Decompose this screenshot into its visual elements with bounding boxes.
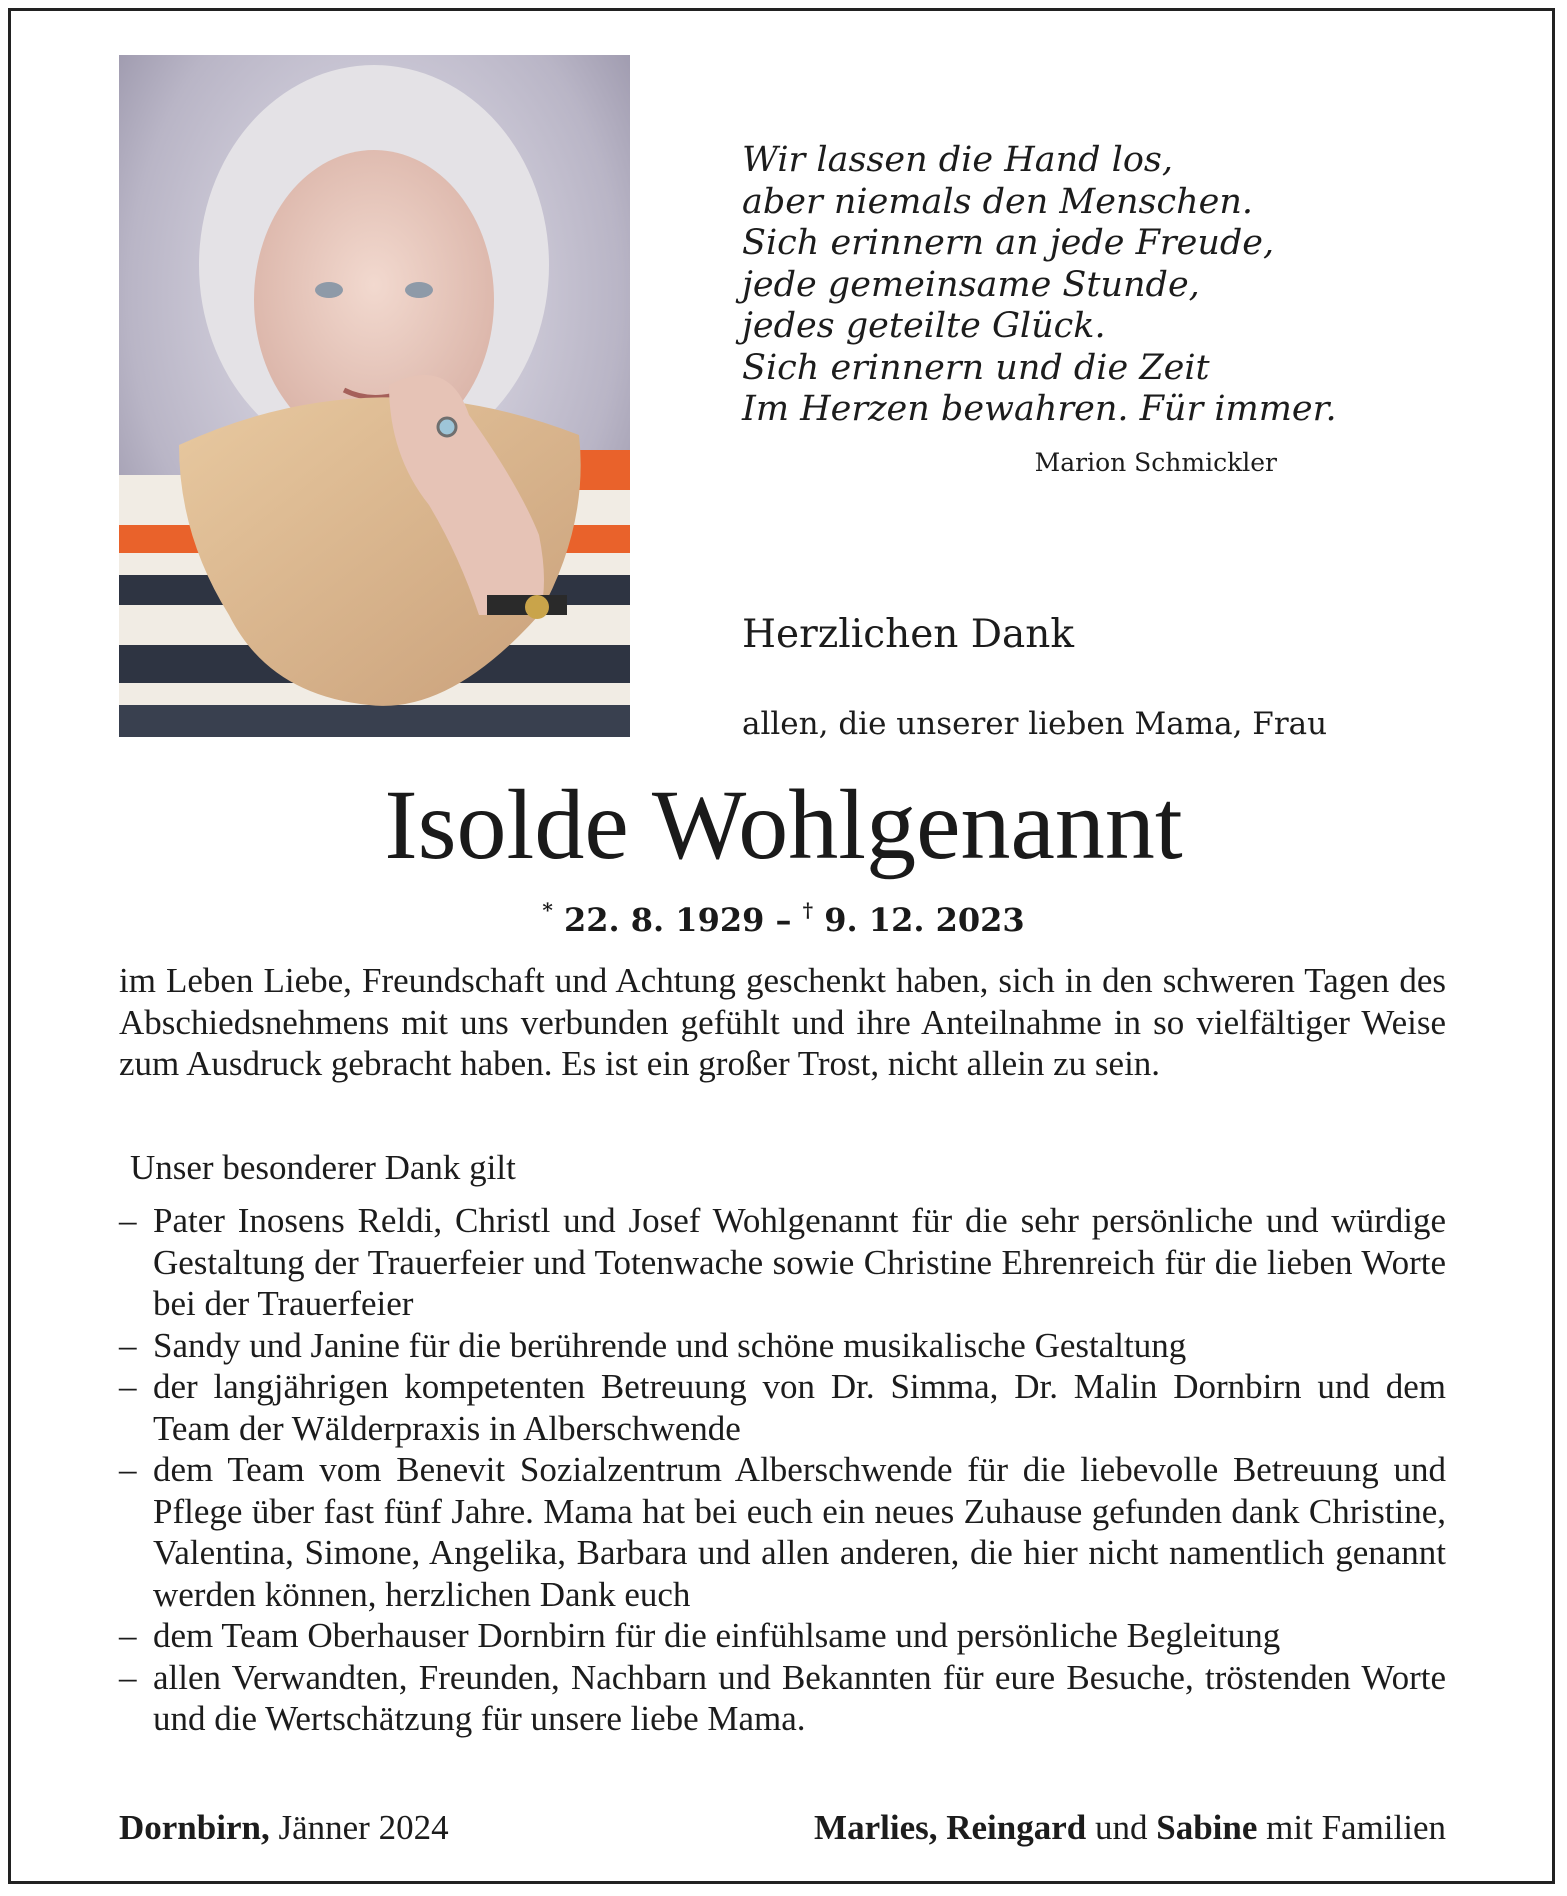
footer: [119, 1808, 1446, 1856]
list-item: [119, 1449, 1446, 1615]
death-symbol: †: [802, 898, 814, 922]
portrait-illustration: [119, 55, 630, 737]
list-item-text: dem Team vom Benevit Sozialzentrum Alberschwende für die liebevolle Betreuung und Pflege über fast fünf Jahre. Mama hat bei euch ein neues Zuhause gefunden dank Christine, Valentina, Simone, Angelika, Barbara und allen anderen, die hier nicht namentlich genannt werden können, herzlichen Dank euch: [153, 1450, 1446, 1614]
death-date: 9. 12. 2023: [824, 901, 1025, 939]
portrait-photo: [119, 55, 630, 737]
poem-line: Im Herzen bewahren. Für immer.: [742, 389, 1337, 429]
footer-signatories: [814, 1808, 1446, 1848]
poem-line: jedes geteilte Glück.: [742, 306, 1106, 346]
list-item-text: der langjährigen kompetenten Betreuung von Dr. Simma, Dr. Malin Dornbirn und dem Team der Wälderpraxis in Alberschwende: [153, 1367, 1446, 1448]
list-item: [119, 1657, 1446, 1740]
list-item: [119, 1615, 1446, 1657]
birth-symbol: *: [542, 898, 553, 922]
thanks-heading: Herzlichen Dank: [742, 612, 1075, 657]
signatory-suffix: mit Familien: [1266, 1808, 1446, 1847]
poem: [742, 140, 1342, 431]
signatory-and: und: [1094, 1808, 1148, 1847]
intro-text: allen, die unserer lieben Mama, Frau: [742, 706, 1328, 742]
footer-place-date: [119, 1808, 449, 1848]
body-paragraph: im Leben Liebe, Freundschaft und Achtung geschenkt haben, sich in den schweren Tagen des Abschiedsnehmens mit uns verbunden gefühlt und ihre Anteilnahme in so vielfältiger Weise zum Ausdruck gebracht haben. Es ist ein großer Trost, nicht allein zu sein.: [119, 961, 1446, 1083]
list-dash: –: [119, 1616, 137, 1655]
footer-date: Jänner 2024: [278, 1808, 449, 1847]
list-item-text: Sandy und Janine für die berührende und schöne musikalische Gestaltung: [153, 1325, 1187, 1365]
list-item: [119, 1366, 1446, 1449]
signatory-name: Reingard: [946, 1808, 1087, 1847]
life-dates: [0, 898, 1567, 939]
list-item: [119, 1200, 1446, 1325]
list-dash: –: [119, 1201, 137, 1240]
deceased-name: Isolde Wohlgenannt: [384, 769, 1183, 880]
list-item-text: allen Verwandten, Freunden, Nachbarn und Bekannten für eure Besuche, tröstenden Worte und die Wertschätzung für unsere liebe Mama.: [153, 1657, 1446, 1738]
list-item-text: Pater Inosens Reldi, Christl und Josef Wohlgenannt für die sehr persönliche und würdige Gestaltung der Trauerfeier und Totenwache sowie Christine Ehrenreich für die lieben Worte bei der Trauerfeier: [153, 1201, 1446, 1323]
poem-line: jede gemeinsame Stunde,: [742, 264, 1200, 305]
special-thanks-heading: Unser besonderer Dank gilt: [130, 1148, 516, 1187]
signatory-separator: ,: [928, 1808, 938, 1847]
list-dash: –: [119, 1657, 137, 1697]
list-dash: –: [119, 1325, 137, 1365]
list-dash: –: [119, 1367, 137, 1406]
signatory-name: Sabine: [1156, 1808, 1258, 1847]
poem-author: Marion Schmickler: [1034, 448, 1277, 477]
poem-line: Sich erinnern an jede Freude,: [742, 223, 1275, 263]
date-separator: –: [775, 901, 792, 939]
poem-line: Wir lassen die Hand los,: [742, 140, 1174, 180]
footer-place: Dornbirn,: [119, 1808, 270, 1847]
list-dash: –: [119, 1450, 137, 1489]
list-item-text: dem Team Oberhauser Dornbirn für die einfühlsame und persönliche Begleitung: [153, 1616, 1281, 1655]
list-item: [119, 1325, 1446, 1367]
poem-line: Sich erinnern und die Zeit: [742, 347, 1210, 388]
signatory-name: Marlies: [814, 1808, 929, 1847]
birth-date: 22. 8. 1929: [563, 901, 765, 939]
thanks-list: [119, 1200, 1446, 1740]
poem-line: aber niemals den Menschen.: [742, 181, 1253, 222]
